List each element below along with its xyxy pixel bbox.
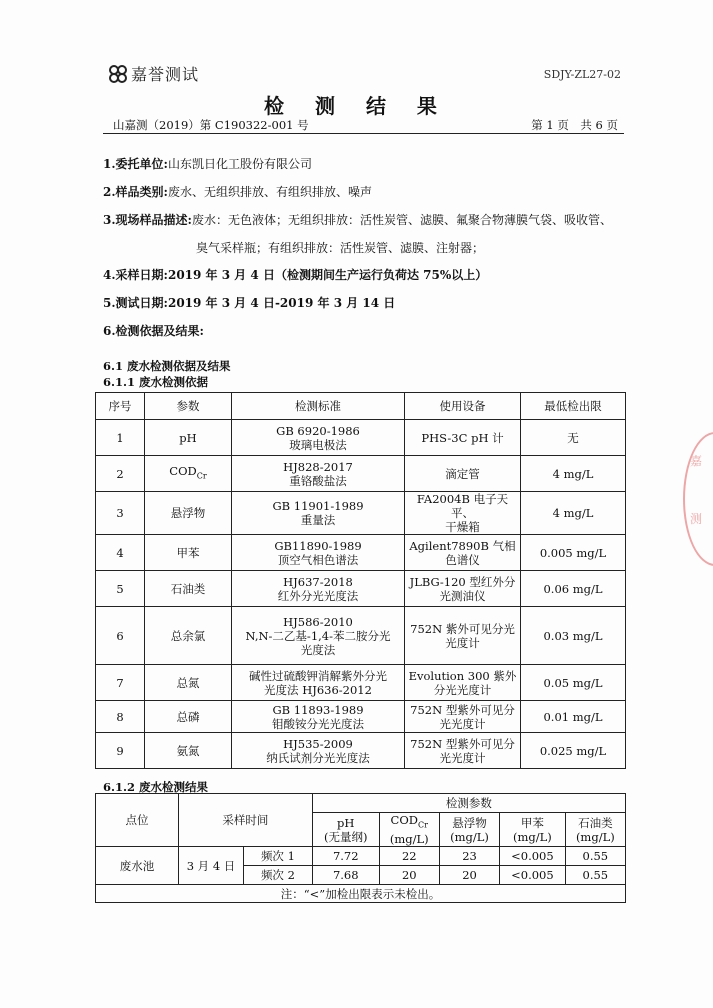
standard-line: 光度法 HJ636-2012 <box>264 682 372 697</box>
table-row <box>96 665 626 701</box>
param-subscript: Cr <box>196 471 207 481</box>
param-name: 甲苯 <box>520 815 544 830</box>
basis-table <box>95 392 626 769</box>
equipment-line: 色谱仪 <box>445 552 480 567</box>
param-name: 甲苯 <box>176 545 200 560</box>
header-time: 采样时间 <box>179 794 313 847</box>
param-cell <box>145 456 232 492</box>
header-params: 检测参数 <box>312 794 625 813</box>
equipment-line: PHS-3C pH 计 <box>421 430 504 445</box>
equipment-line: Evolution 300 紫外 <box>408 668 517 683</box>
param-name: pH <box>179 430 197 445</box>
result-table <box>95 793 626 903</box>
standard-line: HJ637-2018 <box>283 574 353 589</box>
section-6-1-1: 6.1.1 废水检测依据 <box>103 375 209 389</box>
report-header-line <box>103 117 624 134</box>
table-row <box>96 456 626 492</box>
standard-cell <box>232 701 405 733</box>
value-cell: 7.68 <box>312 866 379 885</box>
logo-text: 嘉誉测试 <box>131 65 200 84</box>
page-title: 检 测 结 果 <box>264 94 449 118</box>
param-name: 总磷 <box>176 709 200 724</box>
row-number: 9 <box>96 733 145 769</box>
info-basis: 6.检测依据及结果: <box>103 324 204 338</box>
table-note: 注：“<”加检出限表示未检出。 <box>96 885 626 903</box>
standard-line: 玻璃电极法 <box>289 437 347 452</box>
limit-cell: 0.05 mg/L <box>521 665 626 701</box>
standard-cell <box>232 607 405 665</box>
param-cell <box>145 607 232 665</box>
equipment-line: 光测油仪 <box>439 588 486 603</box>
param-name: COD <box>169 463 197 478</box>
standard-line: GB 11901-1989 <box>272 499 364 513</box>
row-number: 7 <box>96 665 145 701</box>
info-test-date: 5.测试日期:2019 年 3 月 4 日-2019 年 3 月 14 日 <box>103 296 396 310</box>
param-cell <box>145 492 232 535</box>
limit-cell: 0.025 mg/L <box>521 733 626 769</box>
standard-cell <box>232 456 405 492</box>
param-cell <box>145 701 232 733</box>
param-unit: (mg/L) <box>450 829 489 844</box>
standard-cell <box>232 571 405 607</box>
limit-cell: 4 mg/L <box>521 492 626 535</box>
value-cell: 22 <box>379 847 439 866</box>
param-header-name <box>315 816 377 830</box>
stamp-char: 嘉 <box>690 454 703 468</box>
header-cell: 检测标准 <box>232 393 405 420</box>
equipment-line: 干燥箱 <box>445 520 480 534</box>
standard-line: 光度法 <box>300 642 336 657</box>
value-cell: <0.005 <box>500 866 566 885</box>
value-cell: 23 <box>439 847 499 866</box>
info-client: 1.委托单位:山东凯日化工股份有限公司 <box>103 157 312 171</box>
param-cell <box>145 665 232 701</box>
param-header-name <box>442 816 497 830</box>
standard-line: HJ828-2017 <box>283 459 353 474</box>
table-row <box>96 492 626 535</box>
limit-cell: 0.005 mg/L <box>521 535 626 571</box>
param-header <box>439 813 499 847</box>
value-cell: 20 <box>379 866 439 885</box>
equipment-cell <box>405 665 521 701</box>
limit-cell: 无 <box>521 420 626 456</box>
param-name: 总氮 <box>176 675 200 690</box>
table-row <box>96 701 626 733</box>
table-row <box>96 420 626 456</box>
standard-cell <box>232 733 405 769</box>
date-cell: 3 月 4 日 <box>179 847 244 885</box>
header-cell: 序号 <box>96 393 145 420</box>
param-header <box>565 813 625 847</box>
frequency-cell: 频次 1 <box>244 847 313 866</box>
row-number: 2 <box>96 456 145 492</box>
param-header <box>500 813 566 847</box>
equipment-line: Agilent7890B 气相 <box>409 538 516 553</box>
equipment-cell <box>405 733 521 769</box>
limit-cell: 0.06 mg/L <box>521 571 626 607</box>
equipment-line: 光度计 <box>445 635 480 650</box>
row-number: 6 <box>96 607 145 665</box>
equipment-line: 光光度计 <box>439 716 486 731</box>
param-cell <box>145 571 232 607</box>
table-row <box>96 571 626 607</box>
param-unit: (mg/L) <box>389 832 429 847</box>
param-header-name <box>502 816 563 830</box>
equipment-line: JLBG-120 型红外分 <box>409 574 516 589</box>
page-info: 第 1 页 共 6 页 <box>531 118 618 132</box>
standard-cell <box>232 665 405 701</box>
param-header <box>312 813 379 847</box>
param-header <box>379 813 439 847</box>
param-cell <box>145 535 232 571</box>
table-row <box>96 733 626 769</box>
equipment-cell <box>405 420 521 456</box>
table-row <box>96 535 626 571</box>
standard-line: 重铬酸盐法 <box>289 473 347 488</box>
header-cell: 最低检出限 <box>521 393 626 420</box>
seal-stamp <box>683 432 713 566</box>
standard-line: HJ535-2009 <box>283 736 353 751</box>
param-name: 悬浮物 <box>452 815 487 830</box>
info-sample-desc: 3.现场样品描述:废水：无色液体；无组织排放：活性炭管、滤膜、氟聚合物薄膜气袋、吸收管、 <box>103 213 612 227</box>
standard-line: 重量法 <box>300 513 336 527</box>
equipment-line: 752N 型紫外可见分 <box>410 702 515 717</box>
standard-line: GB11890-1989 <box>274 538 362 553</box>
row-number: 8 <box>96 701 145 733</box>
equipment-cell <box>405 492 521 535</box>
equipment-cell <box>405 607 521 665</box>
value-cell: 20 <box>439 866 499 885</box>
param-header-name <box>382 813 437 832</box>
document-code: SDJY-ZL27-02 <box>543 68 621 81</box>
equipment-line: 752N 紫外可见分光 <box>410 621 515 636</box>
info-sample-type: 2.样品类别:废水、无组织排放、有组织排放、噪声 <box>103 185 372 199</box>
stamp-char: 测 <box>690 512 703 526</box>
equipment-line: 光光度计 <box>439 750 486 765</box>
section-6-1: 6.1 废水检测依据及结果 <box>103 359 231 373</box>
standard-line: 钼酸铵分光光度法 <box>272 716 364 731</box>
standard-line: N,N-二乙基-1,4-苯二胺分光 <box>245 628 391 643</box>
table-row <box>96 607 626 665</box>
value-cell: 0.55 <box>565 866 625 885</box>
standard-line: 碱性过硫酸钾消解紫外分光 <box>249 668 387 683</box>
param-name: COD <box>390 813 418 827</box>
standard-line: 红外分光光度法 <box>277 588 359 603</box>
info-sample-desc-cont: 臭气采样瓶；有组织排放：活性炭管、滤膜、注射器； <box>196 241 485 255</box>
limit-cell: 0.03 mg/L <box>521 607 626 665</box>
param-unit: (mg/L) <box>575 829 615 844</box>
standard-cell <box>232 535 405 571</box>
equipment-cell <box>405 571 521 607</box>
header-cell: 参数 <box>145 393 232 420</box>
standard-cell <box>232 492 405 535</box>
standard-cell <box>232 420 405 456</box>
value-cell: <0.005 <box>500 847 566 866</box>
param-name: 氨氮 <box>176 743 200 758</box>
row-number: 4 <box>96 535 145 571</box>
standard-line: HJ586-2010 <box>283 614 353 629</box>
equipment-cell <box>405 456 521 492</box>
standard-line: GB 6920-1986 <box>276 423 360 438</box>
param-header-name <box>568 816 623 830</box>
param-name: 总余氯 <box>170 628 206 643</box>
limit-cell: 4 mg/L <box>521 456 626 492</box>
equipment-cell <box>405 701 521 733</box>
param-name: pH <box>337 815 355 830</box>
param-name: 石油类 <box>170 581 206 596</box>
frequency-cell: 频次 2 <box>244 866 313 885</box>
section-6-1-2: 6.1.2 废水检测结果 <box>103 780 209 794</box>
standard-line: 顶空气相色谱法 <box>277 552 359 567</box>
value-cell: 7.72 <box>312 847 379 866</box>
point-cell: 废水池 <box>96 847 179 885</box>
equipment-cell <box>405 535 521 571</box>
equipment-line: 滴定管 <box>445 466 480 481</box>
header-point: 点位 <box>96 794 179 847</box>
report-number: 山嘉测（2019）第 C190322-001 号 <box>113 118 309 132</box>
param-cell <box>145 733 232 769</box>
standard-line: GB 11893-1989 <box>272 702 364 717</box>
company-logo <box>108 62 199 85</box>
row-number: 5 <box>96 571 145 607</box>
param-cell <box>145 420 232 456</box>
equipment-line: 752N 型紫外可见分 <box>410 736 515 751</box>
row-number: 1 <box>96 420 145 456</box>
param-unit: (mg/L) <box>513 829 552 844</box>
info-sampling-date: 4.采样日期:2019 年 3 月 4 日（检测期间生产运行负荷达 75%以上） <box>103 268 488 282</box>
param-name: 石油类 <box>578 815 613 830</box>
param-subscript: Cr <box>418 820 428 830</box>
row-number: 3 <box>96 492 145 535</box>
value-cell: 0.55 <box>565 847 625 866</box>
equipment-line: FA2004B 电子天平、 <box>416 492 509 520</box>
header-cell: 使用设备 <box>405 393 521 420</box>
equipment-line: 分光光度计 <box>433 682 492 697</box>
logo-icon <box>108 64 128 84</box>
limit-cell: 0.01 mg/L <box>521 701 626 733</box>
standard-line: 纳氏试剂分光光度法 <box>266 750 370 765</box>
param-unit: (无量纲) <box>324 829 368 844</box>
param-name: 悬浮物 <box>170 506 206 520</box>
